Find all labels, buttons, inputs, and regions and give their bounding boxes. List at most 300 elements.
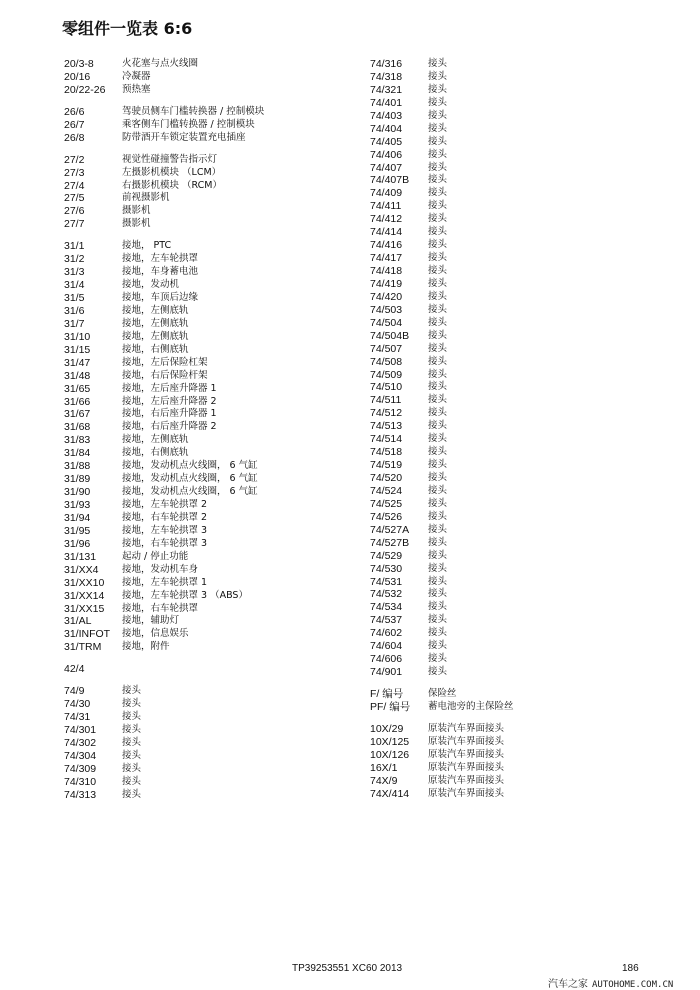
component-code: 74/504B bbox=[370, 329, 410, 342]
component-code: 31/3 bbox=[64, 266, 85, 279]
component-code: 74/416 bbox=[370, 239, 403, 252]
component-code: F/ 编号 bbox=[370, 688, 404, 700]
component-description: 接头 bbox=[428, 368, 448, 380]
component-row bbox=[64, 473, 354, 486]
component-row bbox=[64, 577, 354, 590]
component-code: 31/5 bbox=[64, 292, 85, 304]
component-code: 74/529 bbox=[370, 549, 403, 562]
component-description: 接头 bbox=[122, 685, 142, 697]
component-code: 74/901 bbox=[370, 666, 403, 679]
component-code: 31/83 bbox=[64, 434, 91, 447]
component-row bbox=[64, 685, 354, 698]
component-description: 接地，右车轮拱罩 bbox=[122, 602, 199, 614]
component-code: 31/96 bbox=[64, 537, 91, 550]
component-description: 前视摄影机 bbox=[122, 192, 170, 204]
component-row bbox=[64, 119, 354, 132]
component-row bbox=[370, 420, 690, 433]
component-description: 接头 bbox=[428, 420, 448, 432]
component-description: 原装汽车界面接头 bbox=[428, 748, 505, 760]
component-row bbox=[370, 524, 690, 537]
component-description: 接地，发动机车身 bbox=[122, 563, 199, 575]
component-description: 接头 bbox=[428, 484, 448, 496]
component-row bbox=[64, 538, 354, 551]
group-spacer bbox=[64, 231, 354, 240]
component-row bbox=[370, 213, 690, 226]
component-row bbox=[64, 776, 354, 789]
component-code: 74/511 bbox=[370, 394, 402, 407]
component-row bbox=[64, 737, 354, 750]
component-description: 接头 bbox=[428, 174, 448, 186]
component-description: 接头 bbox=[428, 666, 448, 678]
component-row bbox=[370, 356, 690, 369]
component-description: 接头 bbox=[122, 788, 142, 800]
component-code: 31/90 bbox=[64, 486, 91, 499]
component-row bbox=[370, 174, 690, 187]
component-code: 31/INFOT bbox=[64, 628, 111, 641]
component-code: 74/401 bbox=[370, 96, 403, 109]
component-description: 接头 bbox=[428, 510, 448, 522]
component-row bbox=[370, 749, 690, 762]
component-row bbox=[64, 132, 354, 145]
component-code: 31/XX4 bbox=[64, 563, 99, 576]
group-spacer bbox=[64, 97, 354, 106]
component-row bbox=[370, 537, 690, 550]
component-description: 接地，右侧底轨 bbox=[122, 447, 189, 459]
component-row bbox=[370, 187, 690, 200]
component-description: 保险丝 bbox=[428, 688, 457, 699]
component-code: 74/518 bbox=[370, 446, 403, 459]
component-row bbox=[370, 304, 690, 317]
component-description: 接地，左侧底轨 bbox=[122, 317, 189, 329]
component-row bbox=[64, 357, 354, 370]
component-code: 16X/1 bbox=[370, 761, 398, 774]
component-row bbox=[370, 278, 690, 291]
component-row bbox=[64, 205, 354, 218]
component-code: 20/22-26 bbox=[64, 83, 106, 96]
component-code: 74/407B bbox=[370, 174, 410, 187]
component-code: 27/6 bbox=[64, 205, 85, 218]
component-code: 31/84 bbox=[64, 447, 91, 460]
component-description: 接头 bbox=[428, 252, 448, 264]
component-row bbox=[370, 640, 690, 653]
watermark bbox=[548, 975, 673, 990]
component-row bbox=[370, 265, 690, 278]
component-description: 接头 bbox=[428, 446, 448, 458]
component-row bbox=[64, 499, 354, 512]
component-row bbox=[64, 564, 354, 577]
component-code: 74/31 bbox=[64, 711, 91, 724]
component-description: 原装汽车界面接头 bbox=[428, 787, 505, 799]
component-row bbox=[64, 789, 354, 802]
component-row bbox=[64, 331, 354, 344]
component-row bbox=[64, 71, 354, 84]
component-code: 74/503 bbox=[370, 303, 403, 316]
component-code: 74/309 bbox=[64, 762, 97, 775]
component-code: 31/65 bbox=[64, 382, 91, 395]
watermark-brand: 汽车之家 bbox=[548, 979, 588, 990]
document-id: TP39253551 XC60 2013 bbox=[292, 963, 403, 974]
component-description: 接头 bbox=[428, 497, 448, 509]
component-row bbox=[64, 603, 354, 616]
component-code: 31/131 bbox=[64, 550, 97, 563]
component-description: 接地，左车轮拱罩 3 bbox=[122, 524, 208, 536]
component-description: 视觉性碰撞警告指示灯 bbox=[122, 153, 218, 165]
component-row bbox=[64, 84, 354, 97]
component-code: 31/15 bbox=[64, 343, 91, 356]
component-description: 接头 bbox=[428, 433, 448, 445]
component-code: 27/4 bbox=[64, 179, 85, 192]
component-row bbox=[64, 266, 354, 279]
component-row bbox=[370, 485, 690, 498]
component-list-right-column bbox=[370, 58, 690, 801]
component-description: 接地，左侧底轨 bbox=[122, 330, 189, 342]
component-code: 74/318 bbox=[370, 70, 403, 83]
component-row bbox=[64, 292, 354, 305]
component-code: PF/ 编号 bbox=[370, 700, 411, 713]
component-row bbox=[64, 192, 354, 205]
component-row bbox=[370, 446, 690, 459]
component-code: 74/420 bbox=[370, 290, 403, 303]
component-row bbox=[370, 653, 690, 666]
component-row bbox=[370, 162, 690, 175]
component-description: 接头 bbox=[122, 698, 142, 710]
component-description: 接头 bbox=[428, 523, 448, 535]
component-row bbox=[370, 369, 690, 382]
component-description: 接地，左车轮拱罩 3 （ABS） bbox=[122, 589, 248, 601]
component-row bbox=[64, 344, 354, 357]
component-description: 接头 bbox=[428, 640, 448, 652]
component-description: 接头 bbox=[428, 277, 448, 289]
group-spacer bbox=[370, 679, 690, 688]
component-description: 左摄影机模块 （LCM） bbox=[122, 166, 222, 178]
component-description: 接头 bbox=[428, 342, 448, 354]
component-description: 接头 bbox=[428, 627, 448, 639]
component-row bbox=[64, 396, 354, 409]
component-code: 74/316 bbox=[370, 58, 403, 70]
component-description: 接头 bbox=[122, 775, 142, 787]
component-code: 31/67 bbox=[64, 408, 91, 421]
component-code: 74/301 bbox=[64, 724, 97, 736]
component-row bbox=[370, 775, 690, 788]
component-description: 原装汽车界面接头 bbox=[428, 774, 505, 786]
component-row bbox=[64, 180, 354, 193]
component-code: 74/507 bbox=[370, 342, 403, 355]
component-code: 26/8 bbox=[64, 131, 85, 144]
component-row bbox=[370, 317, 690, 330]
component-code: 74/419 bbox=[370, 277, 403, 290]
component-row bbox=[370, 84, 690, 97]
component-code: 74/304 bbox=[64, 749, 97, 762]
component-description: 接头 bbox=[428, 549, 448, 561]
component-description: 接地，附件 bbox=[122, 641, 170, 653]
component-code: 31/89 bbox=[64, 473, 91, 486]
component-code: 74X/9 bbox=[370, 774, 398, 787]
component-description: 驾驶员侧车门槛转换器 / 控制模块 bbox=[122, 105, 265, 117]
component-code: 31/XX10 bbox=[64, 576, 105, 589]
component-row bbox=[64, 525, 354, 538]
component-description: 接地，左车轮拱罩 bbox=[122, 253, 199, 265]
component-row bbox=[370, 723, 690, 736]
component-row bbox=[370, 252, 690, 265]
component-row bbox=[64, 486, 354, 499]
component-description: 接头 bbox=[428, 148, 448, 160]
component-row bbox=[64, 615, 354, 628]
component-description: 接头 bbox=[428, 161, 448, 173]
component-row bbox=[370, 226, 690, 239]
component-code: 74/409 bbox=[370, 187, 403, 200]
component-code: 74/537 bbox=[370, 614, 403, 627]
component-code: 31/4 bbox=[64, 279, 85, 292]
component-code: 74/531 bbox=[370, 575, 403, 588]
component-description: 接头 bbox=[428, 58, 448, 69]
component-code: 74/405 bbox=[370, 135, 403, 148]
component-description: 接地，左车轮拱罩 1 bbox=[122, 576, 208, 588]
component-description: 摄影机 bbox=[122, 205, 151, 217]
page-number: 186 bbox=[622, 963, 639, 974]
component-code: 74/513 bbox=[370, 420, 403, 433]
component-description: 右摄影机模块 （RCM） bbox=[122, 179, 222, 191]
component-row bbox=[370, 762, 690, 775]
component-row bbox=[64, 460, 354, 473]
component-code: 74/403 bbox=[370, 109, 403, 122]
component-row bbox=[64, 106, 354, 119]
component-row bbox=[64, 590, 354, 603]
component-description: 起动 / 停止功能 bbox=[122, 550, 189, 562]
component-code: 31/TRM bbox=[64, 641, 102, 654]
component-row bbox=[370, 459, 690, 472]
component-row bbox=[64, 434, 354, 447]
component-description: 接头 bbox=[428, 355, 448, 367]
component-row bbox=[64, 750, 354, 763]
component-row bbox=[370, 58, 690, 71]
component-code: 74/313 bbox=[64, 788, 97, 801]
component-row bbox=[370, 381, 690, 394]
component-row bbox=[64, 218, 354, 231]
component-code: 31/6 bbox=[64, 304, 85, 317]
component-description: 接头 bbox=[428, 459, 448, 471]
component-code: 26/7 bbox=[64, 118, 85, 131]
component-code: 74/417 bbox=[370, 252, 403, 265]
component-description: 接地，右后座升降器 2 bbox=[122, 421, 217, 433]
component-code: 74/407 bbox=[370, 161, 403, 174]
component-row bbox=[64, 383, 354, 396]
component-description: 接头 bbox=[428, 187, 448, 199]
component-code: 10X/29 bbox=[370, 722, 404, 735]
component-description: 接头 bbox=[428, 96, 448, 108]
component-description: 摄影机 bbox=[122, 218, 151, 230]
component-description: 接头 bbox=[428, 226, 448, 238]
component-row bbox=[370, 701, 690, 714]
component-row bbox=[64, 58, 354, 71]
component-description: 接地，左侧底轨 bbox=[122, 304, 189, 316]
component-code: 31/88 bbox=[64, 460, 91, 473]
component-description: 预热塞 bbox=[122, 83, 151, 95]
component-description: 接地，左后座升降器 1 bbox=[122, 382, 217, 394]
component-code: 10X/126 bbox=[370, 748, 410, 761]
component-description: 接地，右后保险杆架 bbox=[122, 369, 208, 381]
component-row bbox=[370, 343, 690, 356]
component-code: 31/94 bbox=[64, 511, 91, 524]
component-row bbox=[64, 698, 354, 711]
component-row bbox=[370, 666, 690, 679]
component-description: 接头 bbox=[428, 109, 448, 121]
component-description: 接头 bbox=[428, 200, 448, 212]
component-code: 26/6 bbox=[64, 105, 85, 118]
component-row bbox=[64, 305, 354, 318]
component-row bbox=[370, 123, 690, 136]
component-row bbox=[64, 663, 354, 676]
component-code: 31/10 bbox=[64, 330, 91, 343]
component-row bbox=[64, 370, 354, 383]
component-code: 74/414 bbox=[370, 226, 403, 239]
component-code: 31/47 bbox=[64, 356, 91, 369]
component-code: 74/302 bbox=[64, 736, 97, 749]
component-code: 31/93 bbox=[64, 499, 91, 511]
component-description: 冷凝器 bbox=[122, 70, 151, 82]
component-description: 接地，右侧底轨 bbox=[122, 343, 189, 355]
component-code: 74/30 bbox=[64, 698, 91, 711]
component-row bbox=[370, 239, 690, 252]
component-code: 31/XX15 bbox=[64, 602, 105, 615]
component-row bbox=[370, 576, 690, 589]
component-description: 接头 bbox=[428, 614, 448, 626]
component-row bbox=[370, 601, 690, 614]
component-description: 接头 bbox=[428, 213, 448, 225]
component-row bbox=[370, 788, 690, 801]
component-description: 接头 bbox=[428, 329, 448, 341]
component-description: 接头 bbox=[428, 394, 448, 406]
component-description: 接头 bbox=[428, 290, 448, 302]
component-code: 74/520 bbox=[370, 472, 403, 484]
component-description: 接地，左后座升降器 2 bbox=[122, 395, 217, 407]
group-spacer bbox=[64, 676, 354, 685]
component-code: 74/532 bbox=[370, 588, 403, 601]
component-description: 接地，右车轮拱罩 2 bbox=[122, 511, 208, 523]
component-code: 74X/414 bbox=[370, 787, 410, 800]
component-code: 74/525 bbox=[370, 497, 403, 510]
component-row bbox=[370, 498, 690, 511]
component-description: 接头 bbox=[122, 749, 142, 761]
component-code: 74/512 bbox=[370, 407, 403, 420]
component-description: 原装汽车界面接头 bbox=[428, 735, 505, 747]
component-code: 74/509 bbox=[370, 368, 403, 381]
component-description: 接头 bbox=[122, 711, 142, 723]
page-title: 零组件一览表 6:6 bbox=[62, 19, 193, 38]
component-row bbox=[370, 627, 690, 640]
component-row bbox=[370, 291, 690, 304]
component-row bbox=[64, 711, 354, 724]
component-code: 42/4 bbox=[64, 663, 85, 676]
component-code: 10X/125 bbox=[370, 735, 410, 748]
component-row bbox=[370, 97, 690, 110]
component-description: 接头 bbox=[122, 724, 142, 735]
component-code: 27/7 bbox=[64, 218, 85, 231]
component-description: 接头 bbox=[428, 575, 448, 587]
component-code: 27/2 bbox=[64, 153, 85, 166]
component-code: 74/606 bbox=[370, 653, 403, 666]
component-description: 接地， PTC bbox=[122, 240, 172, 252]
component-description: 蓄电池旁的主保险丝 bbox=[428, 700, 514, 712]
component-code: 74/406 bbox=[370, 148, 403, 161]
component-code: 31/XX14 bbox=[64, 589, 105, 602]
component-row bbox=[64, 512, 354, 525]
component-code: 74/412 bbox=[370, 213, 403, 226]
group-spacer bbox=[64, 654, 354, 663]
component-code: 74/411 bbox=[370, 200, 402, 213]
component-description: 接头 bbox=[428, 122, 448, 134]
component-row bbox=[370, 511, 690, 524]
component-description: 接头 bbox=[428, 588, 448, 600]
component-code: 74/527A bbox=[370, 523, 410, 536]
component-code: 74/510 bbox=[370, 381, 403, 394]
component-description: 接头 bbox=[428, 536, 448, 548]
component-description: 接头 bbox=[428, 562, 448, 574]
component-description: 乘客侧车门槛转换器 / 控制模块 bbox=[122, 118, 255, 130]
component-row bbox=[64, 724, 354, 737]
component-code: 74/602 bbox=[370, 627, 403, 640]
component-row bbox=[64, 253, 354, 266]
component-row bbox=[64, 279, 354, 292]
component-code: 31/1 bbox=[64, 240, 85, 253]
component-row bbox=[370, 200, 690, 213]
component-code: 74/526 bbox=[370, 510, 403, 523]
component-description: 防带酒开车锁定装置充电插座 bbox=[122, 131, 246, 143]
component-row bbox=[64, 447, 354, 460]
component-code: 31/7 bbox=[64, 317, 85, 330]
component-row bbox=[370, 688, 690, 701]
component-code: 74/604 bbox=[370, 640, 403, 653]
component-code: 74/534 bbox=[370, 601, 403, 614]
component-description: 接地，左车轮拱罩 2 bbox=[122, 499, 208, 510]
component-description: 接地，发动机点火线圈， 6 气缸 bbox=[122, 486, 258, 498]
component-row bbox=[64, 167, 354, 180]
component-row bbox=[64, 551, 354, 564]
component-description: 火花塞与点火线圈 bbox=[122, 58, 199, 69]
component-row bbox=[370, 149, 690, 162]
component-description: 接头 bbox=[428, 303, 448, 315]
component-description: 接头 bbox=[122, 762, 142, 774]
component-description: 接头 bbox=[122, 736, 142, 748]
component-code: 74/321 bbox=[370, 83, 403, 96]
component-code: 74/9 bbox=[64, 685, 85, 698]
component-description: 接头 bbox=[428, 653, 448, 665]
component-description: 接地，信息娱乐 bbox=[122, 628, 189, 640]
component-code: 74/504 bbox=[370, 316, 403, 329]
component-code: 31/66 bbox=[64, 395, 91, 408]
component-row bbox=[64, 154, 354, 167]
component-row bbox=[370, 588, 690, 601]
component-code: 74/508 bbox=[370, 355, 403, 368]
component-row bbox=[64, 240, 354, 253]
component-description: 接头 bbox=[428, 407, 448, 419]
component-description: 接地，车顶后边缘 bbox=[122, 292, 199, 303]
component-code: 20/16 bbox=[64, 70, 91, 83]
component-code: 31/AL bbox=[64, 615, 92, 628]
component-row bbox=[370, 550, 690, 563]
component-row bbox=[64, 628, 354, 641]
component-description: 接地，左侧底轨 bbox=[122, 434, 189, 446]
component-row bbox=[64, 763, 354, 776]
component-description: 原装汽车界面接头 bbox=[428, 761, 505, 773]
component-code: 31/2 bbox=[64, 253, 85, 266]
component-description: 原装汽车界面接头 bbox=[428, 722, 505, 734]
component-row bbox=[64, 408, 354, 421]
component-row bbox=[370, 110, 690, 123]
component-description: 接头 bbox=[428, 316, 448, 328]
component-description: 接头 bbox=[428, 70, 448, 82]
component-code: 74/519 bbox=[370, 459, 403, 472]
component-code: 31/95 bbox=[64, 524, 91, 537]
